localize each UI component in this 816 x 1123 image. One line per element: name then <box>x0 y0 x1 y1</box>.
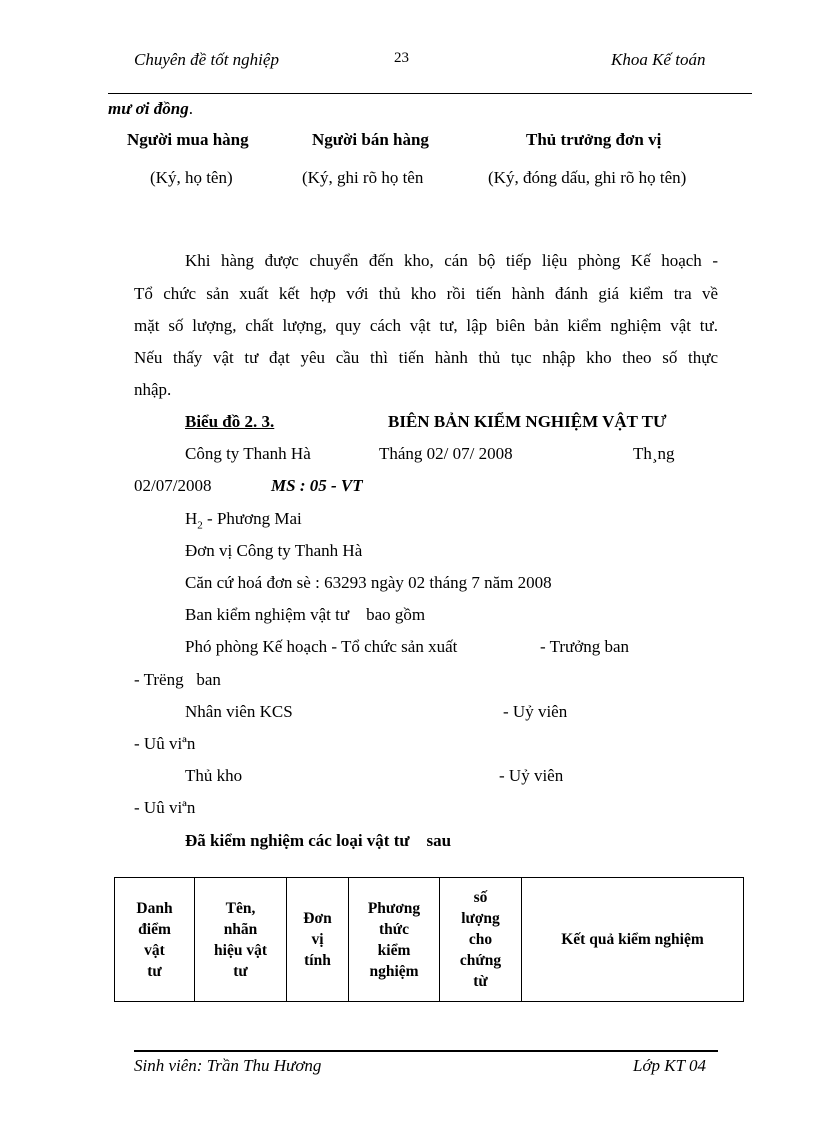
company-name: Công ty Thanh Hà <box>185 444 311 463</box>
header-don-vi-tinh: Đơn vị tính <box>287 878 349 1002</box>
figure-title: BIÊN BẢN KIỂM NGHIỆM VẬT TƯ <box>388 412 667 431</box>
header-rule <box>108 93 752 94</box>
footer-rule <box>134 1050 718 1052</box>
header-danh-diem: Danh điểm vật tư <box>115 878 195 1002</box>
board-line: Ban kiểm nghiệm vật tư bao gồm <box>185 605 426 624</box>
fragment-period: . <box>188 99 193 118</box>
paragraph-line: mặt số lượng, chất lượng, quy cách vật tư, lập biên bản kiểm nghiệm vật tư. <box>134 316 718 335</box>
paragraph-line: Nếu thấy vật tư đạt yêu cầu thì tiến hành thủ tục nhập kho theo số thực <box>134 348 718 367</box>
inspection-table <box>114 877 744 1002</box>
invoice-line: Căn cứ hoá đơn sè : 63293 ngày 02 tháng 7 năm 2008 <box>185 573 552 592</box>
doc-code: MS : 05 - VT <box>271 476 363 495</box>
header-left: Chuyên đề tốt nghiệp <box>134 50 279 69</box>
page-number: 23 <box>394 50 409 66</box>
member-name: Thủ kho <box>185 766 243 785</box>
footer-left: Sinh viên: Trần Thu Hương <box>134 1056 322 1075</box>
signature-title-head: Thủ trưởng đơn vị <box>526 130 662 149</box>
header-ten-nhan-hieu: Tên, nhãn hiệu vật tư <box>195 878 287 1002</box>
paragraph-line-last: nhập. <box>134 380 172 399</box>
fragment-line <box>108 99 193 119</box>
signature-note-buyer: (Ký, họ tên) <box>150 168 233 187</box>
header-so-luong: số lượng cho chứng từ <box>440 878 522 1002</box>
signature-title-seller: Người bán hàng <box>312 130 429 149</box>
member-name: Phó phòng Kế hoạch - Tổ chức sản xuất <box>185 637 458 656</box>
member-role: - Uỷ viên <box>499 766 564 785</box>
table-header-row <box>115 878 744 1002</box>
checked-line: Đã kiểm nghiệm các loại vật tư sau <box>185 831 452 850</box>
signature-note-head: (Ký, đóng dấu, ghi rõ họ tên) <box>488 168 687 187</box>
company-month: Tháng 02/ 07/ 2008 <box>379 444 513 463</box>
unit-line: Đơn vị Công ty Thanh Hà <box>185 541 363 560</box>
address-sub: 2 <box>197 519 203 532</box>
company-garbled: Th¸ng <box>633 444 675 463</box>
footer-right: Lớp KT 04 <box>633 1056 707 1075</box>
member-role-garbled: - Trëng ban <box>134 670 221 689</box>
address <box>185 509 302 531</box>
signature-note-seller: (Ký, ghi rõ họ tên <box>302 168 424 187</box>
address-prefix: H <box>185 509 198 528</box>
paragraph-line: Tổ chức sản xuất kết hợp với thủ kho rồi tiến hành đánh giá kiểm tra về <box>134 284 718 303</box>
address-rest: - Phương Mai <box>202 509 302 528</box>
doc-date: 02/07/2008 <box>134 476 212 495</box>
member-role-garbled: - Uû viªn <box>134 798 196 817</box>
header-phuong-thuc: Phương thức kiểm nghiệm <box>349 878 440 1002</box>
header-right: Khoa Kế toán <box>611 50 706 69</box>
member-role: - Uỷ viên <box>503 702 568 721</box>
member-name: Nhân viên KCS <box>185 702 293 721</box>
signature-title-buyer: Người mua hàng <box>127 130 249 149</box>
figure-label: Biểu đồ 2. 3. <box>185 412 275 431</box>
header-ket-qua: Kết quả kiểm nghiệm <box>522 878 744 1002</box>
paragraph-line: Khi hàng được chuyển đến kho, cán bộ tiếp liệu phòng Kế hoạch - <box>185 251 718 270</box>
member-role: - Trưởng ban <box>540 637 630 656</box>
fragment-text: mư ơi đồng <box>108 99 189 118</box>
member-role-garbled: - Uû viªn <box>134 734 196 753</box>
